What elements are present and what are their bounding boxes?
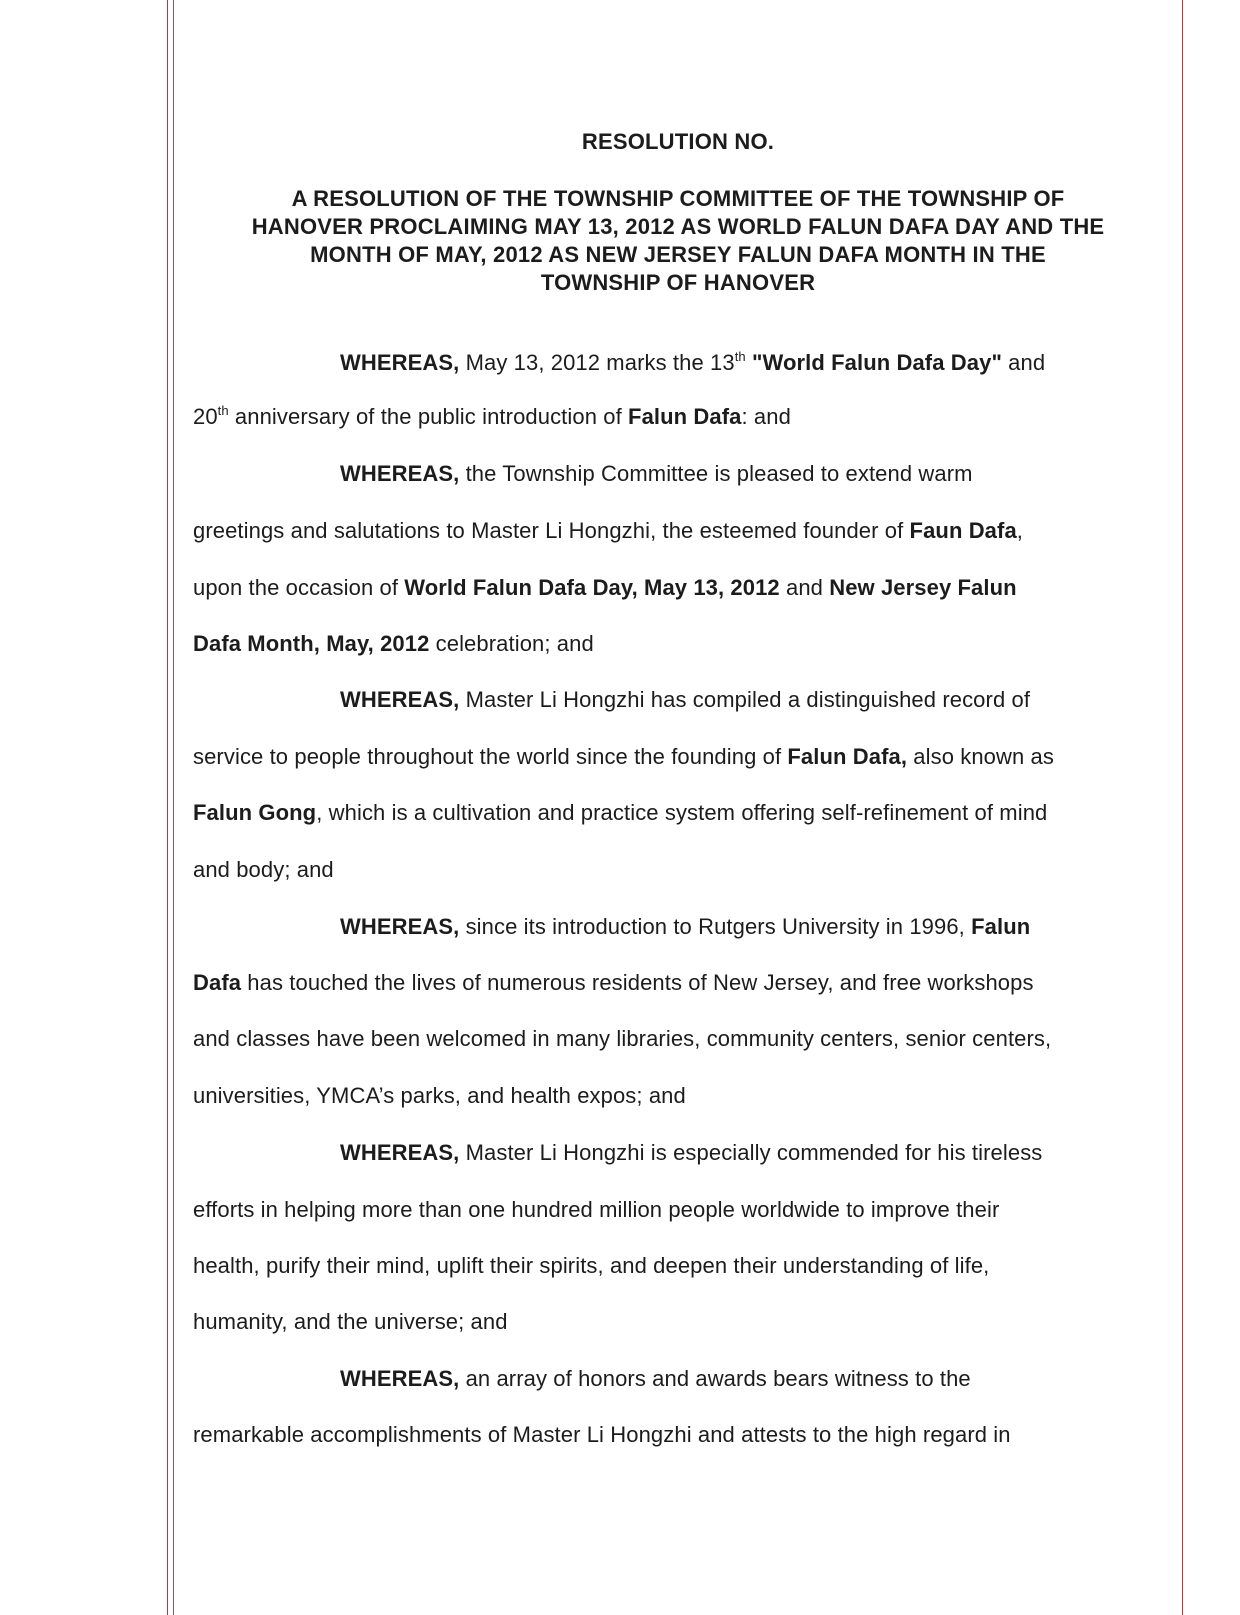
body-text: and body; and (193, 857, 334, 882)
body-line (193, 1421, 1011, 1449)
bold-text: Dafa Month, May, 2012 (193, 631, 430, 656)
body-line (193, 799, 1047, 827)
body-line (193, 1252, 989, 1280)
left-margin-line-outer (167, 0, 168, 1615)
body-text: and (1001, 350, 1046, 375)
body-text: an array of honors and awards bears witness to the (459, 1366, 971, 1391)
body-text: also known as (907, 744, 1054, 769)
body-text: efforts in helping more than one hundred million people worldwide to improve their (193, 1197, 1000, 1222)
body-text: service to people throughout the world since the founding of (193, 744, 788, 769)
body-line (340, 1365, 971, 1393)
body-line (193, 969, 1034, 997)
body-text: since its introduction to Rutgers University in 1996, (459, 914, 972, 939)
title-line: MONTH OF MAY, 2012 AS NEW JERSEY FALUN DAFA MONTH IN THE (310, 242, 1046, 267)
title-line: TOWNSHIP OF HANOVER (540, 270, 816, 295)
body-line (340, 686, 1030, 714)
body-text: 20 (193, 404, 218, 429)
body-text: Master Li Hongzhi is especially commended for his tireless (459, 1140, 1043, 1165)
body-line (193, 574, 1017, 602)
body-line (193, 1196, 999, 1224)
resolution-title (193, 185, 1163, 297)
body-text: upon the occasion of (193, 575, 405, 600)
body-text: and (779, 575, 830, 600)
resolution-number-heading: RESOLUTION NO. (581, 129, 775, 154)
body-text: anniversary of the public introduction of (228, 404, 629, 429)
bold-text: Falun (971, 914, 1031, 939)
bold-text: New Jersey Falun (829, 575, 1017, 600)
title-line: HANOVER PROCLAIMING MAY 13, 2012 AS WORLD FALUN DAFA DAY AND THE (251, 214, 1105, 239)
bold-text: WHEREAS, (340, 461, 460, 486)
body-text: , (1016, 518, 1023, 543)
bold-text: World Falun Dafa Day, May 13, 2012 (404, 575, 780, 600)
body-text: May 13, 2012 marks the 13 (459, 350, 735, 375)
body-text: , which is a cultivation and practice system offering self-refinement of mind (316, 800, 1048, 825)
bold-text: WHEREAS, (340, 687, 460, 712)
right-margin-line (1182, 0, 1183, 1615)
bold-text: WHEREAS, (340, 350, 460, 375)
body-text: remarkable accomplishments of Master Li Hongzhi and attests to the high regard in (193, 1422, 1011, 1447)
bold-text: Falun Dafa (628, 404, 742, 429)
body-text: humanity, and the universe; and (193, 1309, 508, 1334)
body-text: : and (741, 404, 791, 429)
body-text: health, purify their mind, uplift their spirits, and deepen their understanding of life, (193, 1253, 990, 1278)
bold-text: WHEREAS, (340, 1366, 460, 1391)
body-line (340, 460, 973, 488)
title-line: A RESOLUTION OF THE TOWNSHIP COMMITTEE OF THE TOWNSHIP OF (291, 186, 1065, 211)
body-text: greetings and salutations to Master Li Hongzhi, the esteemed founder of (193, 518, 910, 543)
body-text: has touched the lives of numerous residents of New Jersey, and free workshops (241, 970, 1034, 995)
superscript-text: th (217, 403, 229, 418)
body-line (340, 1139, 1042, 1167)
superscript-text: th (734, 349, 746, 364)
bold-text: Falun Dafa, (787, 744, 908, 769)
body-line (193, 743, 1054, 771)
body-line (193, 1025, 1051, 1053)
document-page (193, 0, 1163, 1615)
body-line (193, 403, 791, 431)
body-line (340, 913, 1030, 941)
bold-text: WHEREAS, (340, 1140, 460, 1165)
body-text: universities, YMCA’s parks, and health expos; and (193, 1083, 686, 1108)
body-text: Master Li Hongzhi has compiled a distinguished record of (459, 687, 1031, 712)
bold-text: Faun Dafa (909, 518, 1017, 543)
body-line (340, 349, 1045, 377)
body-line (193, 1308, 508, 1336)
body-line (193, 630, 594, 658)
left-margin-line-inner (173, 0, 174, 1615)
bold-text: WHEREAS, (340, 914, 460, 939)
body-text: the Township Committee is pleased to extend warm (459, 461, 973, 486)
body-line (193, 1082, 686, 1110)
bold-text: "World Falun Dafa Day" (745, 350, 1002, 375)
bold-text: Dafa (193, 970, 242, 995)
body-line (193, 856, 334, 884)
bold-text: Falun Gong (193, 800, 317, 825)
body-line (193, 517, 1023, 545)
body-text: and classes have been welcomed in many libraries, community centers, senior centers, (193, 1026, 1052, 1051)
body-text: celebration; and (429, 631, 594, 656)
